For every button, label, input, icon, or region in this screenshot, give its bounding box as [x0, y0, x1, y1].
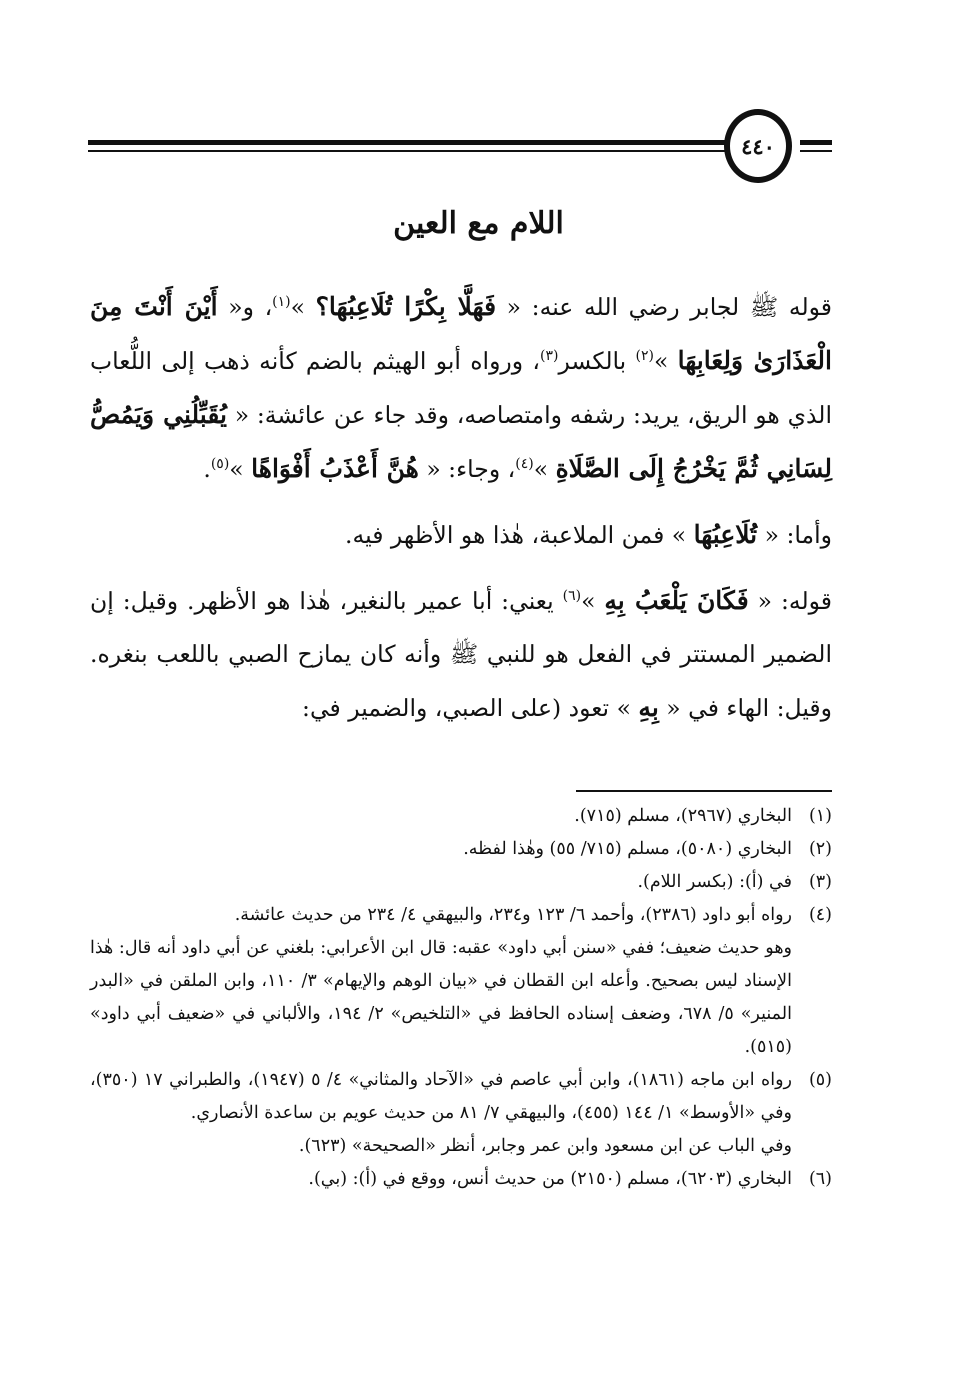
footnote-number: (٥)	[808, 1070, 832, 1090]
footnote-line: البخاري (٦٢٠٣)، مسلم (٢١٥٠) من حديث أنس، ووقع في (أ): (بي).	[308, 1169, 792, 1189]
footnote-number: (٦)	[808, 1169, 832, 1189]
footnote-line: رواه أبو داود (٢٣٨٦)، وأحمد ٦/ ١٢٣ و٢٣٤، والبيهقي ٤/ ٢٣٤ من حديث عائشة.	[234, 905, 792, 925]
body-text: »	[290, 293, 316, 321]
footnotes	[90, 800, 832, 1196]
body-text: »	[581, 587, 605, 615]
footnote-line: رواه ابن ماجه (١٨٦١)، وابن أبي عاصم في «الآحاد والمثاني» ٤/ ٥ (١٩٤٧)، والطبراني ١٧ (٣٥٠)، وفي «الأوسط» ١/ ١٤٤ (٤٥٥)، والبيهقي ٧/ ٨١ من حديث عويم بن ساعدة الأنصاري.	[90, 1070, 792, 1123]
footnote	[90, 866, 832, 899]
header-rule-thin	[88, 150, 728, 152]
body-text: »	[533, 455, 556, 483]
body-text: يعني: أبا عمير بالنغير، هٰذا هو الأظهر. وقيل: إن الضمير المستتر في الفعل هو للنبي ﷺ وأنه كان يمازح الصبي باللعب بنغره. وقيل: الهاء في «	[90, 587, 832, 722]
footnote-ref: (١)	[272, 294, 291, 310]
body-text: ، وجاء: «	[418, 455, 516, 483]
body-text: .	[203, 455, 211, 483]
footnote-text	[90, 1163, 792, 1196]
body-text: »	[653, 347, 678, 375]
footnote-text	[90, 866, 792, 899]
footnote-text	[90, 800, 792, 833]
section-title: اللام مع العين	[393, 206, 564, 241]
footnote	[90, 1163, 832, 1196]
paragraph-1	[90, 280, 832, 496]
body-text: بالكسر	[558, 347, 636, 375]
footnote	[90, 833, 832, 866]
quoted-hadith-text: تُلَاعِبُهَا	[693, 520, 758, 549]
header-rule	[88, 140, 728, 145]
footnote-line: وهو حديث ضعيف؛ ففي «سنن أبي داود» عقبه: قال ابن الأعرابي: بلغني عن أبي داود أنه قال: هٰذا الإسناد ليس بصحيح. وأعله ابن القطان في «بيان الوهم والإيهام» ٣/ ١١٠، وابن الملقن في «البدر المنير» ٥/ ٦٧٨، وضعف إسناده الحافظ في «التلخيص» ٢/ ١٩٤، والألباني في «ضعيف أبي داود» (٥١٥).	[90, 938, 792, 1057]
footnote-text	[90, 833, 792, 866]
header-rule-right	[800, 140, 832, 145]
footnote-ref: (٣)	[539, 348, 559, 364]
body-text: ، و«	[217, 293, 273, 321]
body-text: ، ورواه أبو الهيثم بالضم كأنه ذهب إلى اللُّعاب الذي هو الريق، يريد: رشفه وامتصاصه، وقد جاء عن عائشة: «	[90, 347, 832, 429]
footnote-line: البخاري (٥٠٨٠)، مسلم (٧١٥/ ٥٥) وهٰذا لفظه.	[463, 839, 792, 859]
footnote-text	[90, 1064, 792, 1163]
paragraph-3	[90, 574, 832, 735]
body-text: » تعود (على الصبي، والضمير في:	[302, 694, 639, 722]
body-text: قوله ﷺ لجابر رضي الله عنه: «	[496, 293, 832, 321]
quoted-hadith-text: أَيْنَ أَنْتَ مِنَ الْعَذَارَىٰ وَلِعَابِهَا	[90, 292, 832, 375]
footnote-text	[90, 899, 792, 1064]
footnote-number: (٤)	[808, 905, 832, 925]
footnote	[90, 800, 832, 833]
footnote-ref: (٤)	[515, 456, 534, 472]
footnote-number: (١)	[808, 806, 832, 826]
header-rule-right-thin	[800, 150, 832, 152]
body-text: »	[229, 455, 252, 483]
body-text: » فمن الملاعبة، هٰذا هو الأظهر فيه.	[345, 521, 694, 549]
footnote-line: وفي الباب عن ابن مسعود وابن عمر وجابر، أنظر «الصحيحة» (٦٢٣).	[298, 1136, 792, 1156]
footnote-line: البخاري (٢٩٦٧)، مسلم (٧١٥).	[574, 806, 792, 826]
footnote	[90, 899, 832, 1064]
body-text: وأما: «	[757, 521, 832, 549]
footnote-number: (٣)	[808, 872, 832, 892]
quoted-hadith-text: هُنَّ أَعْذَبُ أَفْوَاهًا	[251, 454, 419, 483]
body-text: قوله: «	[748, 587, 832, 615]
paragraph-2	[90, 508, 832, 562]
main-text	[90, 280, 832, 735]
footnote-ref: (٦)	[562, 588, 582, 604]
quoted-hadith-text: يُقَبِّلُنِي وَيَمُصُّ لِسَانِي ثُمَّ يَخْرُجُ إِلَى الصَّلَاةِ	[90, 400, 832, 483]
footnote	[90, 1064, 832, 1163]
footnote-number: (٢)	[808, 839, 832, 859]
footnote-line: في (أ): (بكسر اللام).	[637, 872, 792, 892]
footnote-ref: (٢)	[635, 348, 654, 364]
footnote-ref: (٥)	[210, 456, 230, 472]
quoted-hadith-text: فَهَلَّا بِكْرًا تُلَاعِبُهَا؟	[315, 292, 497, 321]
footnote-rule	[576, 790, 832, 792]
quoted-hadith-text: بِهِ	[638, 693, 659, 722]
quoted-hadith-text: فَكَانَ يَلْعَبُ بِهِ	[604, 586, 749, 615]
page-number: ٤٤٠	[724, 109, 792, 183]
